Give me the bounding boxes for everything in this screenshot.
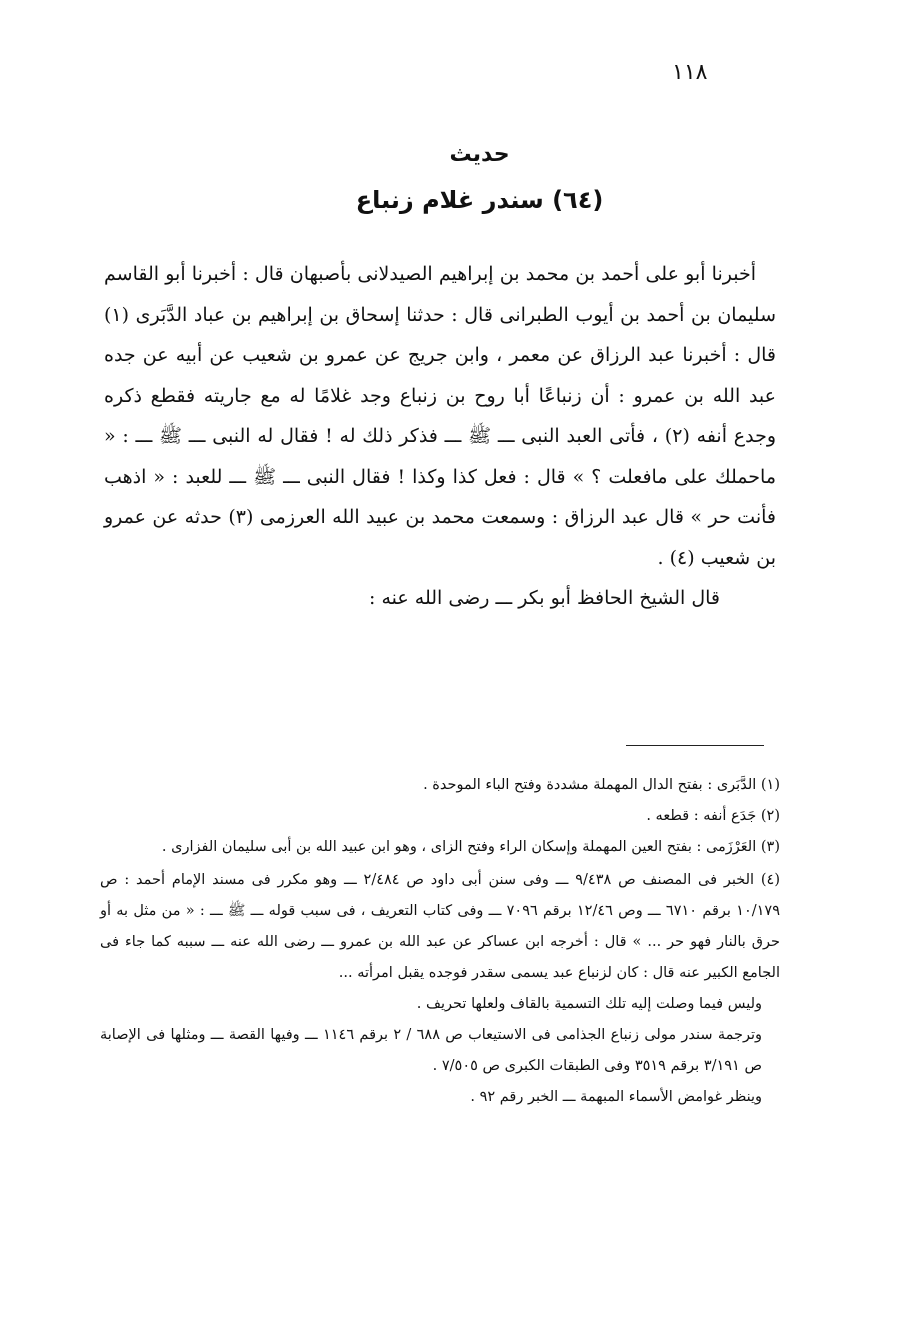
closing-line: قال الشيخ الحافظ أبو بكر ـــ رضى الله عنه : [369,587,720,609]
footnote-4-reference: وينظر غوامض الأسماء المبهمة ـــ الخبر رقم ٩٢ . [470,1089,762,1105]
page-number: ١١٨ [672,60,708,85]
hadith-label: حديث [449,142,510,167]
main-text [104,254,776,619]
footnote-4: (٤) الخبر فى المصنف ص ٩/٤٣٨ ـــ وفى سنن أبى داود ص ٢/٤٨٤ ـــ وهو مكرر فى مسند الإمام أحمد : ص ١٠/١٧٩ برقم ٦٧١٠ ـــ وص ١٢/٤٦ برقم ٧٠٩٦ ـــ وفى كتاب التعريف ، فى سبب قوله ـــ ﷺ ـــ : « من مثل به أو حرق بالنار فهو حر ... » قال : أخرجه ابن عساكر عن عبد الله بن عمرو ـــ رضى الله عنه ـــ سببه كما جاء فى الجامع الكبير عنه قال : كان لزنباع عبد يسمى سقدر فوجده يقبل امرأته ... [100,872,780,981]
footnote-4-biography: وترجمة سندر مولى زنباع الجذامى فى الاستيعاب ص ٦٨٨ / ٢ برقم ١١٤٦ ـــ وفيها القصة ـــ ومثلها فى الإصابة ص ٣/١٩١ برقم ٣٥١٩ وفى الطبقات الكبرى ص ٧/٥٠٥ . [100,1027,762,1074]
hadith-title: (٦٤) سندر غلام زنباع [355,186,604,214]
footnote-divider [626,745,764,746]
footnote-3: (٣) العَرْزَمى : بفتح العين المهملة وإسكان الراء وفتح الزاى ، وهو ابن عبيد الله بن أبى سليمان الفزارى . [161,839,780,855]
footnote-1: (١) الدَّبَرى : بفتح الدال المهملة مشددة وفتح الباء الموحدة . [423,777,780,793]
footnote-4-note: وليس فيما وصلت إليه تلك التسمية بالقاف ولعلها تحريف . [416,996,762,1012]
footnote-2: (٢) جَدَع أنفه : قطعه . [646,808,780,824]
footnotes [100,770,780,1113]
hadith-paragraph: أخبرنا أبو على أحمد بن محمد بن إبراهيم الصيدلانى بأصبهان قال : أخبرنا أبو القاسم سليمان بن أحمد بن أيوب الطبرانى قال : حدثنا إسحاق بن إبراهيم بن عباد الدَّبَرى (١) قال : أخبرنا عبد الرزاق عن معمر ، وابن جريج عن عمرو بن شعيب عن أبيه عن جده عبد الله بن عمرو : أن زنباعًا أبا روح بن زنباع وجد غلامًا له مع جاريته فقطع ذكره وجدع أنفه (٢) ، فأتى العبد النبى ـــ ﷺ ـــ فذكر ذلك له ! فقال له النبى ـــ ﷺ ـــ : « ماحملك على مافعلت ؟ » قال : فعل كذا وكذا ! فقال النبى ـــ ﷺ ـــ للعبد : « اذهب فأنت حر » قال عبد الرزاق : وسمعت محمد بن عبيد الله العرزمى (٣) حدثه عن عمرو بن شعيب (٤) . [104,263,776,569]
